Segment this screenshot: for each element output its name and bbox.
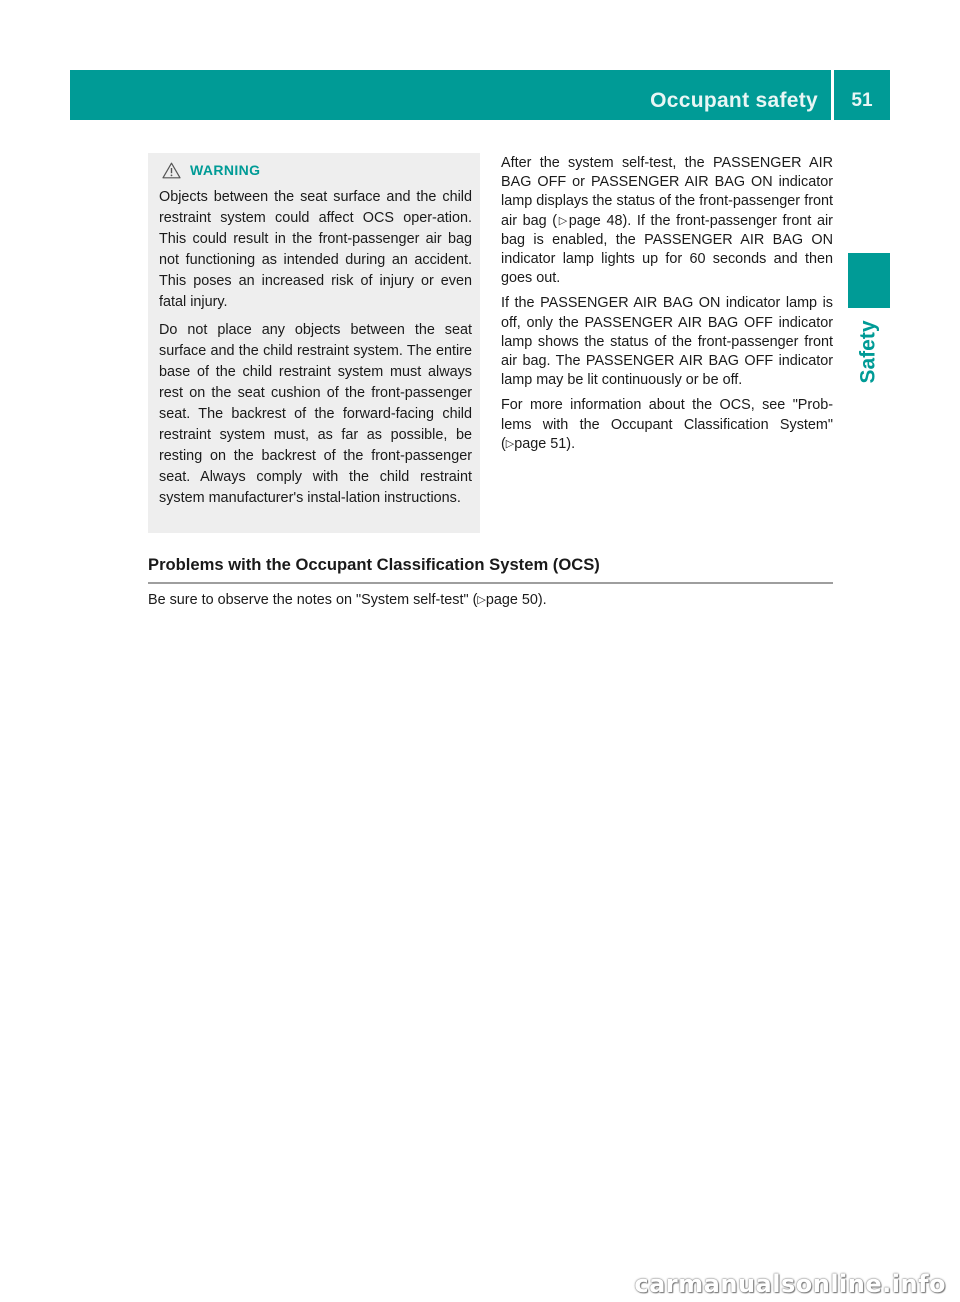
text-run: After the system self-test, the PASSENGER AIR BAG OFF or PASSENGER AIR BAG ON indicator lamp displays the status of the front-passenger front air bag ( (501, 155, 833, 229)
warning-header (159, 157, 472, 183)
section-tab-text: Safety (857, 320, 880, 384)
section-heading: Problems with the Occupant Classification System (OCS) (148, 555, 833, 584)
warning-triangle-icon (162, 162, 181, 179)
section-body (148, 590, 833, 611)
section-paragraph (148, 590, 833, 611)
text-run: ). (566, 435, 576, 452)
page-reference-link[interactable]: page 51 (514, 435, 567, 452)
page-reference-link[interactable]: page 50 (485, 592, 538, 608)
right-column (501, 154, 833, 454)
watermark-text: carmanualsonline.info (634, 1270, 946, 1298)
more-info-paragraph (501, 396, 833, 454)
warning-title: WARNING (190, 162, 261, 178)
text-run: For more information about the OCS, see "Prob-lems with the Occupant Classification System" ( (501, 397, 833, 452)
page-number: 51 (851, 90, 873, 111)
section-tab-label (834, 317, 904, 387)
page-ref-arrow-icon: ▷ (557, 214, 569, 227)
text-run: ). (537, 592, 547, 608)
warning-box (148, 153, 480, 533)
watermark (0, 1268, 960, 1302)
page-reference-link[interactable]: page 48 (568, 212, 623, 229)
indicator-paragraph: If the PASSENGER AIR BAG ON indicator lamp is off, only the PASSENGER AIR BAG OFF indicator lamp shows the status of the front-passenger front air bag. The PASSENGER AIR BAG OFF indicator lamp may be lit continuously or be off. (501, 295, 833, 389)
self-test-paragraph (501, 154, 833, 288)
chapter-title: Occupant safety (650, 89, 818, 112)
page-ref-arrow-icon: ▷ (477, 594, 486, 606)
page-ref-arrow-icon: ▷ (505, 437, 515, 450)
warning-paragraph: Do not place any objects between the seat surface and the child restraint system. The entire base of the child restraint system must always rest on the seat cushion of the front-passenger seat. The backrest of the forward-facing child restraint system must, as far as possible, be resting on the backrest of the front-passenger seat. Always comply with the child restraint system manufacturer's instal-lation instructions. (159, 321, 472, 507)
warning-paragraph: Objects between the seat surface and the child restraint system could affect OCS oper-ation. This could result in the front-passenger air bag not functioning as intended during an accident. This poses an increased risk of injury or even fatal injury. (159, 189, 472, 311)
header-bar (70, 70, 890, 120)
section-tab-marker (848, 253, 890, 308)
text-run: Be sure to observe the notes on "System self-test" ( (148, 592, 478, 608)
text-run: ). If the front-passenger front air bag is enabled, the PASSENGER AIR BAG ON indicator lamp lights up for 60 seconds and then goes out. (501, 212, 833, 287)
